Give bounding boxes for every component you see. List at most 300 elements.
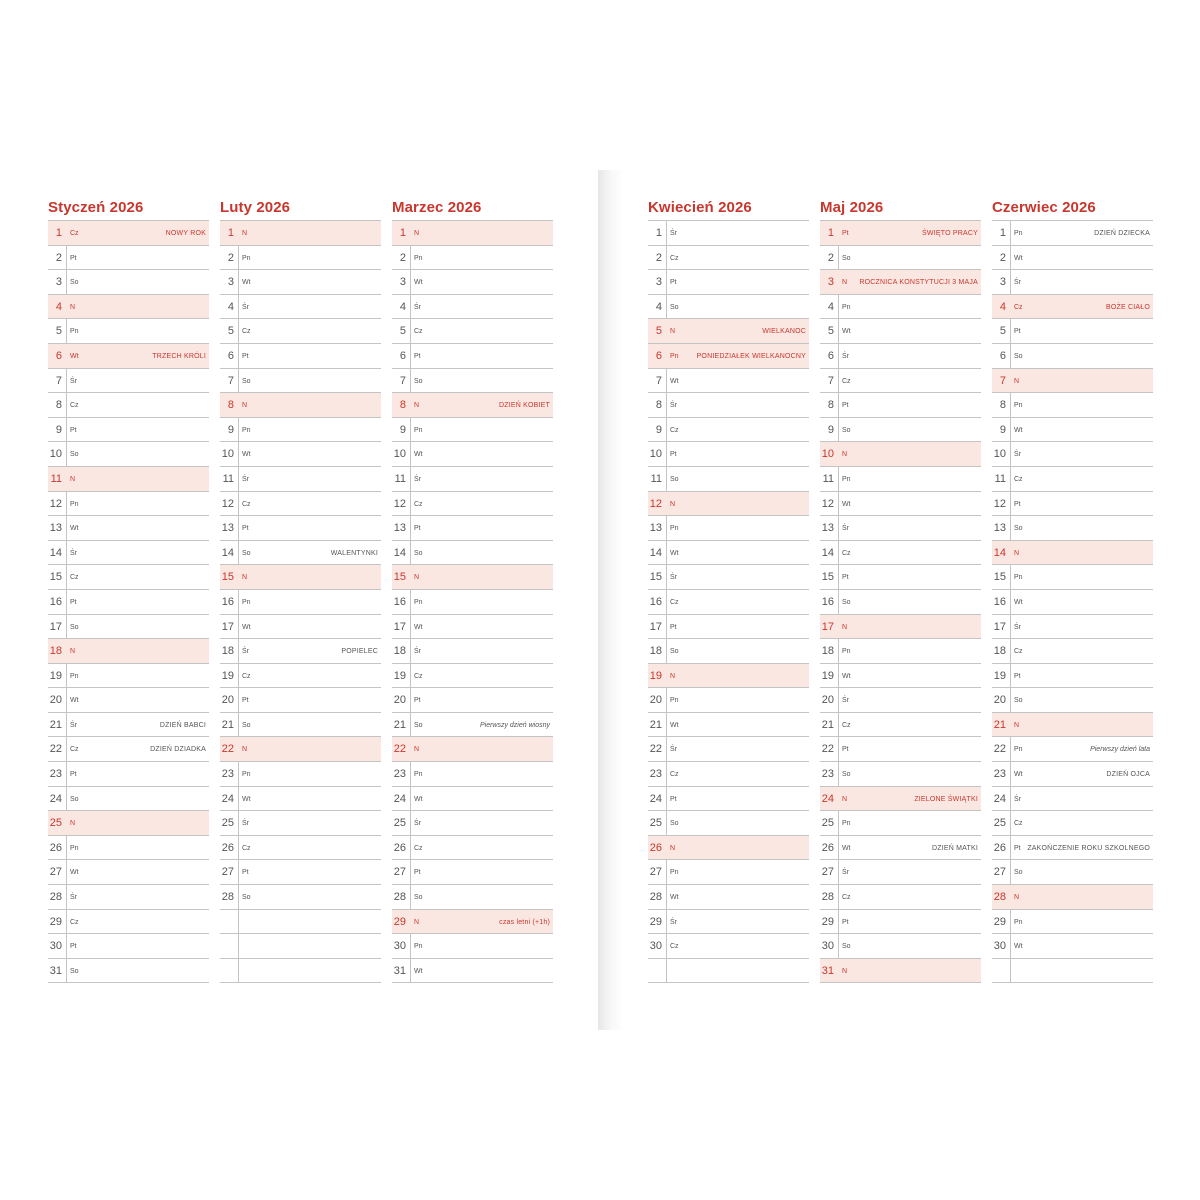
weekday-label: Cz (670, 943, 679, 951)
day-number: 14 (393, 546, 406, 559)
month-days-list (48, 220, 209, 983)
weekday-label: Cz (1014, 475, 1023, 483)
day-number: 27 (393, 866, 406, 879)
day-number: 9 (655, 423, 662, 436)
day-number: 26 (821, 841, 834, 854)
weekday-label: Pn (670, 869, 679, 877)
month-title: Luty 2026 (220, 199, 291, 216)
day-number: 6 (399, 349, 406, 362)
weekday-label: So (414, 549, 423, 557)
month-column (392, 196, 553, 983)
day-number: 15 (49, 571, 62, 584)
weekday-label: Wt (842, 672, 851, 680)
weekday-label: Śr (414, 475, 421, 483)
day-row (392, 664, 553, 689)
weekday-label: So (1014, 352, 1023, 360)
weekday-label: Cz (414, 844, 423, 852)
weekday-label: N (414, 746, 420, 754)
day-number: 30 (393, 940, 406, 953)
weekday-label: Śr (414, 648, 421, 656)
day-row (220, 516, 381, 541)
weekday-label: N (70, 475, 76, 483)
day-number: 6 (55, 349, 62, 362)
weekday-label: Wt (414, 623, 423, 631)
day-row (220, 492, 381, 517)
weekday-label: N (842, 451, 848, 459)
weekday-label: Pn (842, 820, 851, 828)
day-row (648, 442, 809, 467)
day-number: 13 (821, 522, 834, 535)
weekday-label: Pt (70, 771, 77, 779)
day-row (48, 492, 209, 517)
weekday-label: Pt (842, 746, 849, 754)
day-row (220, 467, 381, 492)
day-number: 1 (655, 227, 662, 239)
day-number: 3 (227, 276, 234, 289)
day-row (48, 959, 209, 984)
weekday-label: Wt (1014, 598, 1023, 606)
day-row (392, 811, 553, 836)
weekday-label: Wt (242, 795, 251, 803)
day-number: 1 (55, 227, 62, 239)
day-number: 23 (49, 768, 62, 781)
day-row (648, 590, 809, 615)
weekday-label: Wt (414, 795, 423, 803)
day-row (48, 319, 209, 344)
weekday-label: Pn (242, 771, 251, 779)
day-row (820, 393, 981, 418)
day-row (648, 270, 809, 295)
day-row (48, 737, 209, 762)
day-number: 28 (649, 891, 662, 904)
day-number: 9 (227, 423, 234, 436)
day-row (648, 737, 809, 762)
day-number: 15 (393, 571, 406, 584)
day-number: 22 (821, 743, 834, 756)
day-row (48, 910, 209, 935)
weekday-label: N (242, 402, 248, 410)
day-row (48, 418, 209, 443)
day-number: 27 (821, 866, 834, 879)
day-row (992, 590, 1153, 615)
weekday-label: Śr (242, 648, 249, 656)
day-row (392, 344, 553, 369)
day-number: 31 (49, 964, 62, 977)
day-row (220, 246, 381, 271)
weekday-label: Wt (70, 525, 79, 533)
holiday-note: WIELKANOC (762, 328, 806, 336)
weekday-label: So (1014, 869, 1023, 877)
day-number: 12 (821, 497, 834, 510)
day-number: 23 (821, 768, 834, 781)
day-row (820, 344, 981, 369)
day-row (648, 885, 809, 910)
holiday-note: ZAKOŃCZENIE ROKU SZKOLNEGO (1027, 844, 1150, 852)
weekday-label: N (842, 795, 848, 803)
weekday-label: Śr (70, 721, 77, 729)
day-row (220, 836, 381, 861)
weekday-label: Pt (414, 697, 421, 705)
day-number: 11 (50, 472, 62, 485)
weekday-label: Pt (414, 525, 421, 533)
weekday-label: Cz (842, 721, 851, 729)
weekday-label: Wt (842, 328, 851, 336)
weekday-label: Pt (1014, 500, 1021, 508)
day-number: 28 (993, 891, 1006, 904)
day-row (820, 836, 981, 861)
day-row (648, 221, 809, 246)
day-row (648, 639, 809, 664)
day-number: 5 (399, 325, 406, 338)
day-number: 4 (55, 300, 62, 313)
day-number: 16 (649, 595, 662, 608)
day-number: 22 (649, 743, 662, 756)
day-row (648, 910, 809, 935)
day-row (220, 713, 381, 738)
day-row (48, 516, 209, 541)
day-number: 29 (821, 915, 834, 928)
weekday-label: Wt (414, 967, 423, 975)
day-number: 12 (649, 497, 662, 510)
day-row (392, 295, 553, 320)
day-number: 15 (993, 571, 1006, 584)
weekday-label: Wt (1014, 943, 1023, 951)
holiday-note: ZIELONE ŚWIĄTKI (914, 795, 978, 803)
empty-row (992, 959, 1153, 984)
day-row (48, 664, 209, 689)
day-row (992, 762, 1153, 787)
day-row (48, 565, 209, 590)
day-row (820, 590, 981, 615)
day-number: 12 (221, 497, 234, 510)
weekday-label: Pn (1014, 574, 1023, 582)
day-number: 5 (655, 325, 662, 338)
weekday-label: So (670, 820, 679, 828)
weekday-label: Pt (1014, 672, 1021, 680)
weekday-label: So (842, 254, 851, 262)
day-row (220, 615, 381, 640)
day-number: 2 (999, 251, 1006, 264)
day-number: 10 (993, 448, 1006, 461)
weekday-label: Wt (670, 721, 679, 729)
weekday-label: Pt (1014, 328, 1021, 336)
day-row (220, 369, 381, 394)
weekday-label: Cz (242, 500, 251, 508)
weekday-label: Wt (1014, 771, 1023, 779)
day-row (392, 737, 553, 762)
day-number: 10 (821, 448, 834, 461)
weekday-label: So (70, 451, 79, 459)
day-number: 11 (394, 472, 406, 485)
day-row (392, 565, 553, 590)
day-row (820, 934, 981, 959)
weekday-label: Pt (842, 918, 849, 926)
weekday-label: Pn (70, 672, 79, 680)
day-row (992, 393, 1153, 418)
day-number: 8 (999, 399, 1006, 412)
day-number: 4 (827, 300, 834, 313)
day-row (392, 393, 553, 418)
day-number: 18 (993, 645, 1006, 658)
weekday-label: N (414, 574, 420, 582)
weekday-label: Pn (1014, 230, 1023, 237)
weekday-label: N (670, 500, 676, 508)
day-number: 1 (827, 227, 834, 239)
day-number: 9 (399, 423, 406, 436)
weekday-label: N (414, 230, 420, 237)
weekday-label: Cz (414, 672, 423, 680)
weekday-label: Pn (670, 697, 679, 705)
day-number: 14 (649, 546, 662, 559)
holiday-note: TRZECH KRÓLI (152, 352, 206, 360)
day-row (820, 541, 981, 566)
weekday-label: Pn (1014, 746, 1023, 754)
empty-row (220, 959, 381, 984)
weekday-label: Pn (414, 426, 423, 434)
day-number: 13 (393, 522, 406, 535)
weekday-label: Pn (414, 598, 423, 606)
day-number: 21 (221, 718, 234, 731)
weekday-label: Pn (242, 598, 251, 606)
day-number: 25 (221, 817, 234, 830)
day-number: 25 (49, 817, 62, 830)
holiday-note: PONIEDZIAŁEK WIELKANOCNY (696, 352, 806, 360)
day-row (220, 393, 381, 418)
weekday-label: Wt (242, 623, 251, 631)
day-number: 13 (221, 522, 234, 535)
day-number: 16 (993, 595, 1006, 608)
day-number: 16 (49, 595, 62, 608)
day-row (820, 885, 981, 910)
weekday-label: So (842, 426, 851, 434)
day-number: 21 (649, 718, 662, 731)
day-row (820, 418, 981, 443)
day-row (392, 590, 553, 615)
month-days-list (220, 220, 381, 983)
day-number: 20 (221, 694, 234, 707)
weekday-label: Cz (1014, 303, 1023, 311)
day-number: 21 (49, 718, 62, 731)
day-number: 19 (393, 669, 406, 682)
weekday-label: Cz (242, 844, 251, 852)
weekday-label: Śr (414, 303, 421, 311)
day-number: 7 (227, 374, 234, 387)
weekday-label: Wt (1014, 254, 1023, 262)
weekday-label: Cz (842, 549, 851, 557)
weekday-label: Cz (670, 771, 679, 779)
weekday-label: Pn (842, 303, 851, 311)
day-number: 22 (221, 743, 234, 756)
day-number: 20 (821, 694, 834, 707)
day-row (992, 492, 1153, 517)
weekday-label: Cz (70, 746, 79, 754)
day-row (48, 934, 209, 959)
weekday-label: Pt (842, 402, 849, 410)
day-number: 11 (994, 472, 1006, 485)
day-row (992, 639, 1153, 664)
weekday-label: Śr (1014, 279, 1021, 287)
day-row (820, 713, 981, 738)
day-number: 15 (821, 571, 834, 584)
weekday-label: Cz (670, 426, 679, 434)
weekday-label: Wt (842, 500, 851, 508)
day-number: 17 (221, 620, 234, 633)
day-row (820, 319, 981, 344)
month-column (48, 196, 209, 983)
weekday-label: Cz (670, 254, 679, 262)
day-number: 13 (993, 522, 1006, 535)
day-number: 11 (650, 472, 662, 485)
day-row (820, 270, 981, 295)
day-number: 8 (399, 399, 406, 412)
day-number: 14 (821, 546, 834, 559)
day-row (820, 615, 981, 640)
weekday-label: Śr (70, 377, 77, 385)
day-row (392, 787, 553, 812)
weekday-label: So (842, 771, 851, 779)
day-number: 20 (993, 694, 1006, 707)
weekday-label: Śr (842, 697, 849, 705)
empty-row (220, 934, 381, 959)
day-row (992, 688, 1153, 713)
day-number: 8 (827, 399, 834, 412)
day-number: 3 (999, 276, 1006, 289)
day-number: 19 (821, 669, 834, 682)
day-row (992, 910, 1153, 935)
day-number: 3 (827, 276, 834, 289)
weekday-label: Pt (842, 574, 849, 582)
day-row (992, 467, 1153, 492)
day-row (648, 344, 809, 369)
day-number: 12 (393, 497, 406, 510)
day-number: 20 (649, 694, 662, 707)
day-number: 24 (993, 792, 1006, 805)
day-number: 27 (49, 866, 62, 879)
day-number: 29 (49, 915, 62, 928)
day-row (992, 369, 1153, 394)
day-number: 31 (393, 964, 406, 977)
day-row (992, 442, 1153, 467)
day-number: 26 (649, 841, 662, 854)
day-row (820, 811, 981, 836)
empty-row (220, 910, 381, 935)
weekday-label: Śr (842, 525, 849, 533)
month-column (648, 196, 809, 983)
weekday-label: N (414, 402, 420, 410)
day-number: 30 (993, 940, 1006, 953)
day-row (648, 836, 809, 861)
day-row (648, 934, 809, 959)
weekday-label: Pt (670, 795, 677, 803)
day-number: 9 (827, 423, 834, 436)
day-number: 23 (393, 768, 406, 781)
day-number: 4 (655, 300, 662, 313)
weekday-label: Pt (242, 869, 249, 877)
day-number: 6 (999, 349, 1006, 362)
day-number: 17 (821, 620, 834, 633)
day-number: 16 (821, 595, 834, 608)
day-row (992, 516, 1153, 541)
weekday-label: N (842, 623, 848, 631)
day-row (648, 492, 809, 517)
weekday-label: Śr (1014, 451, 1021, 459)
holiday-note: DZIEŃ DZIECKA (1094, 230, 1150, 237)
day-row (48, 688, 209, 713)
day-number: 7 (399, 374, 406, 387)
day-row (820, 688, 981, 713)
day-row (648, 541, 809, 566)
day-row (648, 246, 809, 271)
weekday-label: Pt (842, 230, 849, 237)
day-row (820, 910, 981, 935)
weekday-label: Cz (670, 598, 679, 606)
day-number: 2 (55, 251, 62, 264)
day-number: 23 (221, 768, 234, 781)
day-row (220, 442, 381, 467)
day-number: 2 (399, 251, 406, 264)
weekday-label: Pn (242, 426, 251, 434)
weekday-label: Wt (1014, 426, 1023, 434)
weekday-label: So (842, 943, 851, 951)
day-row (992, 246, 1153, 271)
weekday-label: Cz (414, 328, 423, 336)
weekday-label: So (414, 377, 423, 385)
day-row (220, 565, 381, 590)
day-row (820, 787, 981, 812)
month-days-list (820, 220, 981, 983)
weekday-label: Śr (70, 894, 77, 902)
weekday-label: Pt (670, 451, 677, 459)
day-row (392, 615, 553, 640)
weekday-label: Wt (70, 697, 79, 705)
day-number: 12 (49, 497, 62, 510)
day-row (992, 221, 1153, 246)
day-row (820, 959, 981, 984)
weekday-label: Cz (70, 574, 79, 582)
weekday-label: Pn (414, 771, 423, 779)
day-row (648, 393, 809, 418)
day-row (648, 615, 809, 640)
day-row (392, 270, 553, 295)
day-number: 29 (393, 915, 406, 928)
weekday-label: So (70, 967, 79, 975)
weekday-label: Cz (70, 918, 79, 926)
month-title: Maj 2026 (820, 199, 884, 216)
day-number: 19 (49, 669, 62, 682)
day-row (820, 221, 981, 246)
day-number: 7 (55, 374, 62, 387)
month-days-list (648, 220, 809, 983)
day-number: 28 (49, 891, 62, 904)
day-row (648, 418, 809, 443)
day-row (220, 688, 381, 713)
day-number: 28 (393, 891, 406, 904)
day-row (992, 270, 1153, 295)
weekday-label: Wt (670, 894, 679, 902)
weekday-label: Cz (242, 672, 251, 680)
day-number: 16 (221, 595, 234, 608)
day-row (392, 319, 553, 344)
empty-row (648, 959, 809, 984)
day-row (48, 270, 209, 295)
day-row (648, 516, 809, 541)
day-row (648, 319, 809, 344)
day-row (392, 762, 553, 787)
day-number: 25 (993, 817, 1006, 830)
day-row (220, 860, 381, 885)
weekday-label: Wt (670, 549, 679, 557)
day-number: 3 (399, 276, 406, 289)
